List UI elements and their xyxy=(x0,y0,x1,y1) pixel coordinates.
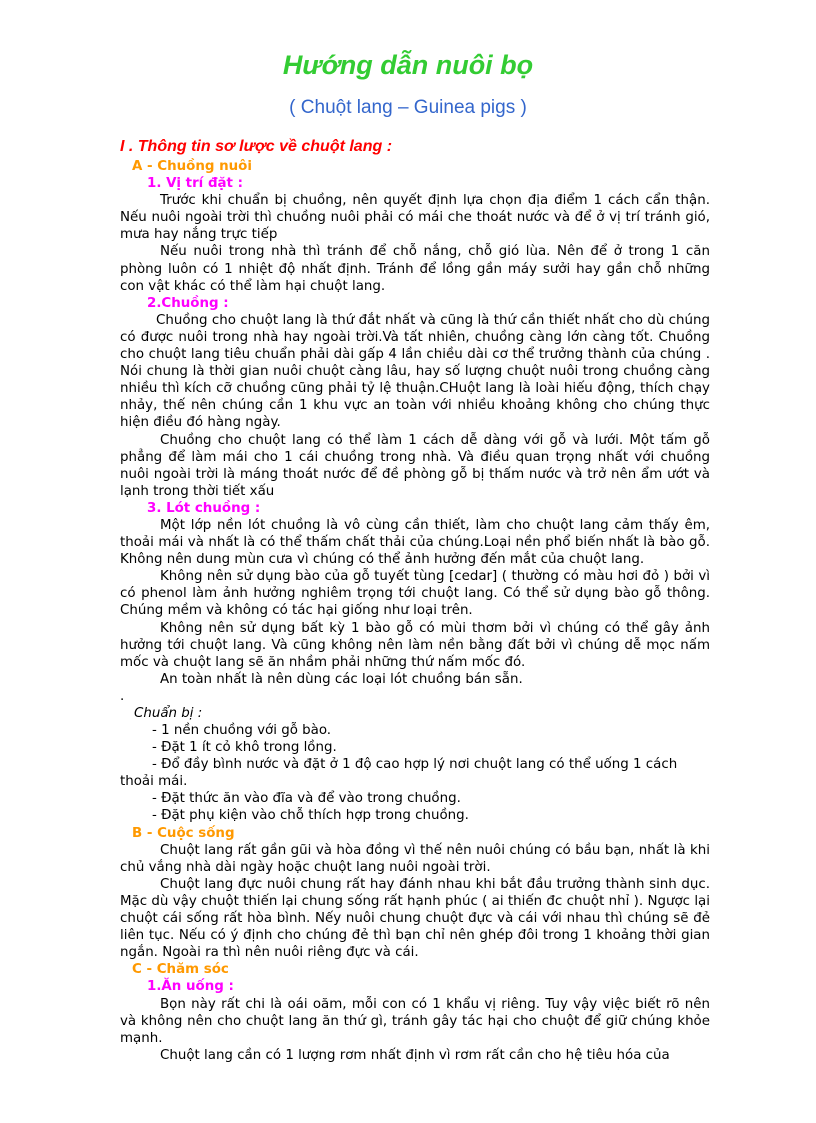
paragraph: Bọn này rất chi là oái oăm, mỗi con có 1 khẩu vị riêng. Tuy vậy việc biết rõ nên và không nên cho chuột lang ăn thứ gì, tránh gây tác hại cho chuột để giữ chúng khỏe mạnh. xyxy=(120,996,710,1046)
subsection-heading-b: B - Cuộc sống xyxy=(132,825,235,841)
heading-an-uong: 1.Ăn uống : xyxy=(147,979,234,995)
heading-vi-tri-dat: 1. Vị trí đặt : xyxy=(147,176,243,192)
paragraph: Chuột lang rất gần gũi và hòa đồng vì thế nên nuôi chúng có bầu bạn, nhất là khi chủ vắng nhà dài ngày hoặc chuột lang nuôi ngoài trời. xyxy=(120,842,710,875)
paragraph: Một lớp nền lót chuồng là vô cùng cần thiết, làm cho chuột lang cảm thấy êm, thoải mái và nhất là có thể thấm chất thải của chúng.Loại nền phổ biến nhất là bào gỗ. Không nên dung mùn cưa vì chúng có thể ảnh hưởng đến mắt của chuột lang. xyxy=(120,517,710,568)
document-title: Hướng dẫn nuôi bọ xyxy=(282,50,534,80)
list-item: - 1 nền chuồng với gỗ bào. xyxy=(152,723,332,738)
heading-lot-chuong: 3. Lót chuồng : xyxy=(147,500,261,516)
document-subtitle: ( Chuột lang – Guinea pigs ) xyxy=(289,97,527,118)
paragraph: Chuồng cho chuột lang có thể làm 1 cách dễ dàng với gỗ và lưới. Một tấm gỗ phẳng để làm mái cho 1 cái chuồng trong nhà. Và điều quan trọng nhất với chuồng nuôi ngoài trời là máng thoát nước để đề phòng gỗ bị thấm nước và trở nên ẩm ướt và lạnh trong thời tiết xấu xyxy=(120,432,710,499)
section-heading-1: I . Thông tin sơ lược về chuột lang : xyxy=(120,138,393,155)
heading-chuong: 2.Chuồng : xyxy=(147,295,229,311)
subsection-heading-a: A - Chuồng nuôi xyxy=(132,159,252,174)
paragraph: Không nên sử dụng bào của gỗ tuyết tùng [cedar] ( thường có màu hơi đỏ ) bởi vì có phenol làm ảnh hưởng nghiêm trọng tới chuột lang. Có thể sử dụng bào gỗ thông. Chúng mềm và không có tác hại giống như loại trên. xyxy=(120,569,710,619)
document-body xyxy=(120,136,710,1064)
paragraph: An toàn nhất là nên dùng các loại lót chuồng bán sẵn. xyxy=(160,671,523,687)
paragraph: Trước khi chuẩn bị chuồng, nên quyết định lựa chọn địa điểm 1 cách cẩn thận. Nếu nuôi ngoài trời thì chuồng nuôi phải có mái che thoát nước và để ở vị trí tránh gió, mưa hay nắng trực tiếp xyxy=(120,193,710,243)
paragraph: Không nên sử dụng bất kỳ 1 bào gỗ có mùi thơm bởi vì chúng có thể gây ảnh hưởng tới chuột lang. Và cũng không nên làm nền bằng đất bởi vì chúng dễ mọc nấm mốc và chuột lang sẽ ăn nhầm phải những thứ nấm mốc đó. xyxy=(120,620,710,670)
stray-dot: . xyxy=(120,688,125,704)
list-item: - Đặt thức ăn vào đĩa và để vào trong chuồng. xyxy=(152,791,461,807)
subsection-heading-c: C - Chăm sóc xyxy=(132,962,229,978)
list-item: - Đặt phụ kiện vào chỗ thích hợp trong chuồng. xyxy=(152,808,469,824)
paragraph: Nếu nuôi trong nhà thì tránh để chỗ nắng, chỗ gió lùa. Nên để ở trong 1 căn phòng luôn có 1 nhiệt độ nhất định. Tránh để lồng gần máy sưởi hay gần chỗ những con vật khác có thể làm hại chuột lang. xyxy=(120,244,710,294)
paragraph: Chuồng cho chuột lang là thứ đắt nhất và cũng là thứ cần thiết nhất cho dù chúng có được nuôi trong nhà hay ngoài trời.Và tất nhiên, chuồng càng lớn càng tốt. Chuồng cho chuột lang tiêu chuẩn phải dài gấp 4 lần chiều dài cơ thể trưởng thành của chúng . Nói chung là thời gian nuôi chuột càng lâu, hay số lượng chuột nuôi trong chuồng càng nhiều thì kích cỡ chuồng cũng phải tỷ lệ thuận.CHuột lang là loài hiếu động, thích chạy nhảy, thế nên chúng cần 1 khu vực an toàn với nhiều khoảng không cho chúng thực hiện điều đó hàng ngày. xyxy=(120,312,710,431)
list-item: - Đổ đầy bình nước và đặt ở 1 độ cao hợp lý nơi chuột lang có thể uống 1 cách thoải mái. xyxy=(120,757,678,790)
paragraph: Chuột lang đực nuôi chung rất hay đánh nhau khi bắt đầu trưởng thành sinh dục. Mặc dù vậy chuột thiến lại chung sống rất hạnh phúc ( ai thiến đc chuột nhỉ ). Ngược lại chuột cái sống rất hòa bình. Nếy nuôi chung chuột đực và cái với nhau thì chúng sẽ đẻ liên tục. Nếu có ý định cho chúng đẻ thì bạn chỉ nên ghép đôi trong 1 khoảng thời gian ngắn. Ngoài ra thì nên nuôi riêng đực và cái. xyxy=(120,876,710,961)
paragraph: Chuột lang cần có 1 lượng rơm nhất định vì rơm rất cần cho hệ tiêu hóa của xyxy=(160,1047,670,1063)
list-item: - Đặt 1 ít cỏ khô trong lồng. xyxy=(152,740,337,756)
prep-heading: Chuẩn bị : xyxy=(134,705,203,721)
